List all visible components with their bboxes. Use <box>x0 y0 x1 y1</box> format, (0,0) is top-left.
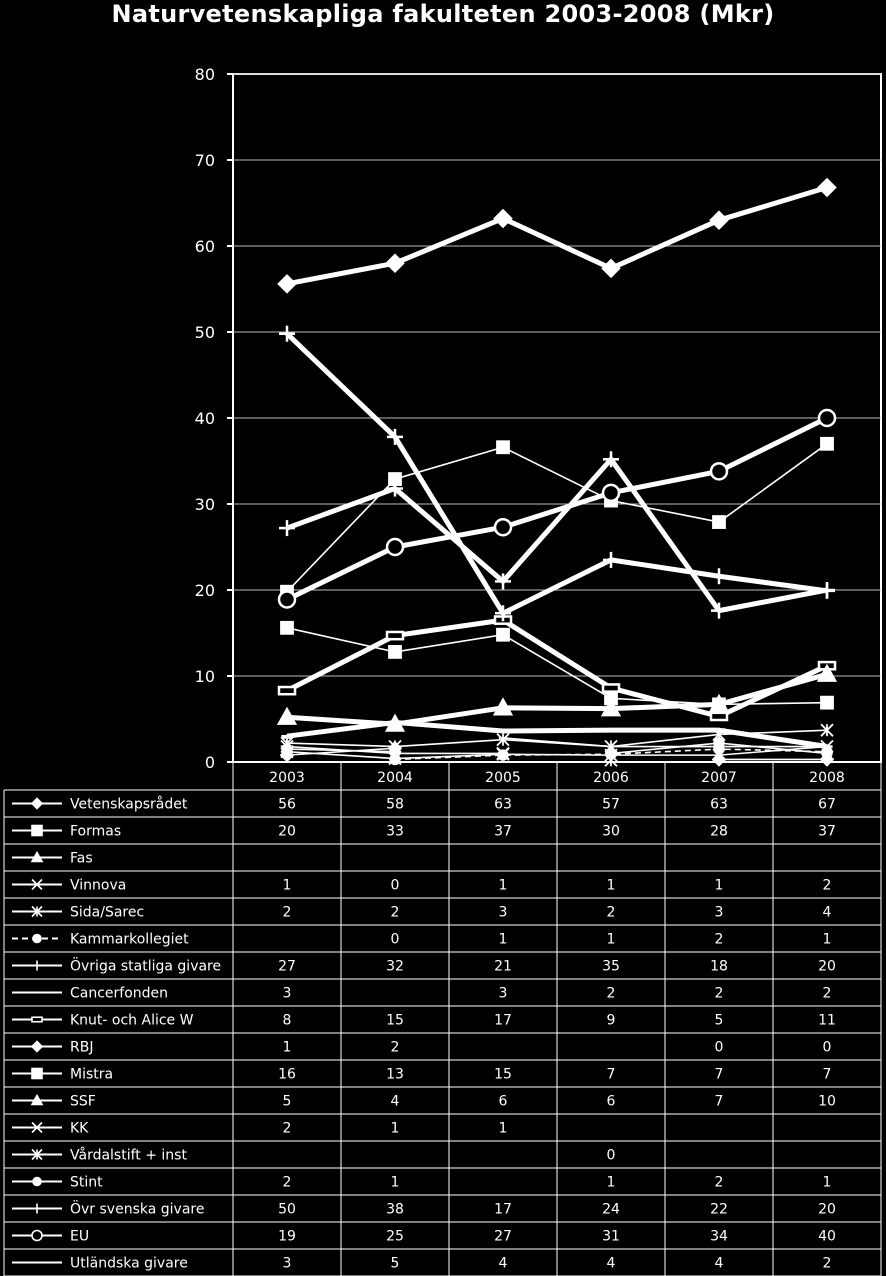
legend-label-rbj: RBJ <box>70 1039 94 1056</box>
data-label: 6 <box>606 1093 616 1110</box>
data-point-eu <box>603 485 619 501</box>
x-tick-label: 2004 <box>377 770 413 786</box>
data-point-stint <box>282 744 292 754</box>
data-label: 50 <box>278 1201 296 1218</box>
data-label: 63 <box>494 796 512 813</box>
data-label: 0 <box>606 1147 616 1164</box>
legend-label-utlandska-givare: Utländska givare <box>70 1255 188 1272</box>
legend-label-vinnova: Vinnova <box>70 877 127 894</box>
data-label: 2 <box>822 877 832 894</box>
x-tick-label: 2005 <box>485 770 521 786</box>
data-label: 10 <box>818 1093 836 1110</box>
data-point-stint <box>390 747 400 757</box>
data-label: 7 <box>822 1066 832 1083</box>
data-label: 2 <box>282 1120 292 1137</box>
legend-label-eu: EU <box>70 1228 90 1245</box>
legend-label-kk: KK <box>70 1120 89 1137</box>
data-label: 2 <box>390 904 400 921</box>
x-tick-label: 2008 <box>809 770 845 786</box>
data-label: 67 <box>818 796 836 813</box>
legend-marker-kammarkollegiet <box>33 935 41 943</box>
legend-marker-knut-och-alice-w <box>32 1017 42 1022</box>
y-tick-label: 40 <box>194 409 215 428</box>
data-point-knut-och-alice-w <box>387 632 403 639</box>
data-label: 19 <box>278 1228 296 1245</box>
data-label: 2 <box>714 931 724 948</box>
data-point-knut-och-alice-w <box>279 687 295 694</box>
data-label: 9 <box>606 1012 616 1029</box>
legend-label-stint: Stint <box>70 1174 103 1191</box>
data-label: 0 <box>390 931 400 948</box>
legend-marker-vetenskapsradet <box>32 799 42 809</box>
data-label: 0 <box>390 877 400 894</box>
data-label: 5 <box>390 1255 400 1272</box>
data-point-eu <box>495 519 511 535</box>
data-label: 57 <box>602 796 620 813</box>
legend-marker-ovr-svenska-givare <box>32 1204 42 1214</box>
data-label: 22 <box>710 1201 728 1218</box>
data-label: 38 <box>386 1201 404 1218</box>
y-tick-label: 20 <box>194 581 215 600</box>
data-point-eu <box>711 463 727 479</box>
data-label: 1 <box>822 931 832 948</box>
data-point-eu <box>819 410 835 426</box>
data-label: 1 <box>498 1120 508 1137</box>
data-label: 0 <box>714 1039 724 1056</box>
data-label: 1 <box>606 877 616 894</box>
data-label: 1 <box>282 877 292 894</box>
data-label: 20 <box>818 1201 836 1218</box>
data-point-stint <box>606 749 616 759</box>
data-label: 3 <box>714 904 724 921</box>
data-label: 2 <box>390 1039 400 1056</box>
data-label: 7 <box>714 1066 724 1083</box>
data-label: 16 <box>278 1066 296 1083</box>
data-label: 1 <box>282 1039 292 1056</box>
data-point-knut-och-alice-w <box>603 684 619 691</box>
legend-marker-ovriga-statliga-givare <box>32 961 42 971</box>
data-label: 2 <box>282 1174 292 1191</box>
y-tick-label: 10 <box>194 667 215 686</box>
data-point-stint <box>822 749 832 759</box>
data-point-mistra <box>281 622 293 634</box>
data-label: 2 <box>606 985 616 1002</box>
data-label: 1 <box>606 1174 616 1191</box>
data-point-knut-och-alice-w <box>711 713 727 720</box>
x-tick-label: 2007 <box>701 770 737 786</box>
data-label: 27 <box>494 1228 512 1245</box>
data-label: 5 <box>714 1012 724 1029</box>
legend-label-vetenskapsradet: Vetenskapsrådet <box>70 796 188 813</box>
data-point-stint <box>714 738 724 748</box>
data-label: 5 <box>282 1093 292 1110</box>
data-point-eu <box>279 591 295 607</box>
legend-marker-rbj <box>32 1042 42 1052</box>
data-label: 1 <box>498 877 508 894</box>
y-tick-label: 80 <box>194 65 215 84</box>
data-label: 37 <box>494 823 512 840</box>
y-tick-label: 60 <box>194 237 215 256</box>
data-point-eu <box>387 539 403 555</box>
data-point-formas <box>713 516 725 528</box>
chart-title: Naturvetenskapliga fakulteten 2003-2008 (Mkr) <box>111 0 775 28</box>
data-label: 25 <box>386 1228 404 1245</box>
data-label: 63 <box>710 796 728 813</box>
y-tick-label: 0 <box>204 753 215 772</box>
legend-marker-formas <box>32 826 42 836</box>
data-point-kammarkollegiet <box>498 750 508 760</box>
data-label: 2 <box>714 985 724 1002</box>
data-label: 1 <box>498 931 508 948</box>
legend-label-mistra: Mistra <box>70 1066 114 1083</box>
y-tick-label: 70 <box>194 151 215 170</box>
legend-label-kammarkollegiet: Kammarkollegiet <box>70 931 189 948</box>
data-label: 56 <box>278 796 296 813</box>
data-label: 1 <box>390 1120 400 1137</box>
legend-label-knut-och-alice-w: Knut- och Alice W <box>70 1012 194 1029</box>
data-label: 11 <box>818 1012 836 1029</box>
data-label: 4 <box>498 1255 508 1272</box>
data-label: 1 <box>606 931 616 948</box>
data-label: 13 <box>386 1066 404 1083</box>
legend-marker-stint <box>33 1178 41 1186</box>
data-label: 0 <box>822 1039 832 1056</box>
data-label: 28 <box>710 823 728 840</box>
legend-label-ssf: SSF <box>70 1093 96 1110</box>
data-point-mistra <box>497 629 509 641</box>
data-label: 24 <box>602 1201 620 1218</box>
data-label: 21 <box>494 958 512 975</box>
data-label: 30 <box>602 823 620 840</box>
data-label: 37 <box>818 823 836 840</box>
data-label: 6 <box>498 1093 508 1110</box>
y-axis <box>195 65 233 772</box>
data-label: 3 <box>498 904 508 921</box>
data-label: 2 <box>282 904 292 921</box>
data-label: 17 <box>494 1201 512 1218</box>
data-label: 32 <box>386 958 404 975</box>
data-label: 15 <box>494 1066 512 1083</box>
data-label: 2 <box>606 904 616 921</box>
data-label: 17 <box>494 1012 512 1029</box>
legend-marker-eu <box>32 1231 42 1241</box>
legend-label-cancerfonden: Cancerfonden <box>70 985 169 1002</box>
data-label: 31 <box>602 1228 620 1245</box>
data-label: 1 <box>822 1174 832 1191</box>
x-tick-label: 2006 <box>593 770 629 786</box>
data-label: 3 <box>498 985 508 1002</box>
data-label: 2 <box>822 985 832 1002</box>
data-label: 4 <box>714 1255 724 1272</box>
legend-marker-mistra <box>32 1069 42 1079</box>
y-tick-label: 30 <box>194 495 215 514</box>
legend-label-ovr-svenska-givare: Övr svenska givare <box>70 1201 205 1218</box>
legend-label-vardalstift-inst: Vårdalstift + inst <box>70 1147 187 1164</box>
data-label: 1 <box>390 1174 400 1191</box>
data-label: 7 <box>714 1093 724 1110</box>
data-label: 20 <box>818 958 836 975</box>
data-label: 34 <box>710 1228 728 1245</box>
legend-label-sida-sarec: Sida/Sarec <box>70 904 145 921</box>
data-label: 3 <box>282 1255 292 1272</box>
data-label: 18 <box>710 958 728 975</box>
data-label: 4 <box>606 1255 616 1272</box>
data-point-mistra <box>821 697 833 709</box>
data-label: 20 <box>278 823 296 840</box>
data-label: 33 <box>386 823 404 840</box>
y-tick-label: 50 <box>194 323 215 342</box>
data-table <box>4 762 881 1276</box>
x-tick-label: 2003 <box>269 770 305 786</box>
data-label: 1 <box>714 877 724 894</box>
legend-label-fas: Fas <box>70 850 93 867</box>
legend-label-formas: Formas <box>70 823 122 840</box>
data-label: 2 <box>714 1174 724 1191</box>
data-label: 7 <box>606 1066 616 1083</box>
data-label: 15 <box>386 1012 404 1029</box>
data-label: 4 <box>390 1093 400 1110</box>
data-label: 4 <box>822 904 832 921</box>
data-point-formas <box>497 441 509 453</box>
data-label: 3 <box>282 985 292 1002</box>
data-label: 8 <box>282 1012 292 1029</box>
data-label: 40 <box>818 1228 836 1245</box>
data-point-mistra <box>389 646 401 658</box>
data-label: 2 <box>822 1255 832 1272</box>
data-point-formas <box>821 438 833 450</box>
data-label: 27 <box>278 958 296 975</box>
legend-label-ovriga-statliga-givare: Övriga statliga givare <box>70 958 222 975</box>
data-label: 35 <box>602 958 620 975</box>
data-label: 58 <box>386 796 404 813</box>
